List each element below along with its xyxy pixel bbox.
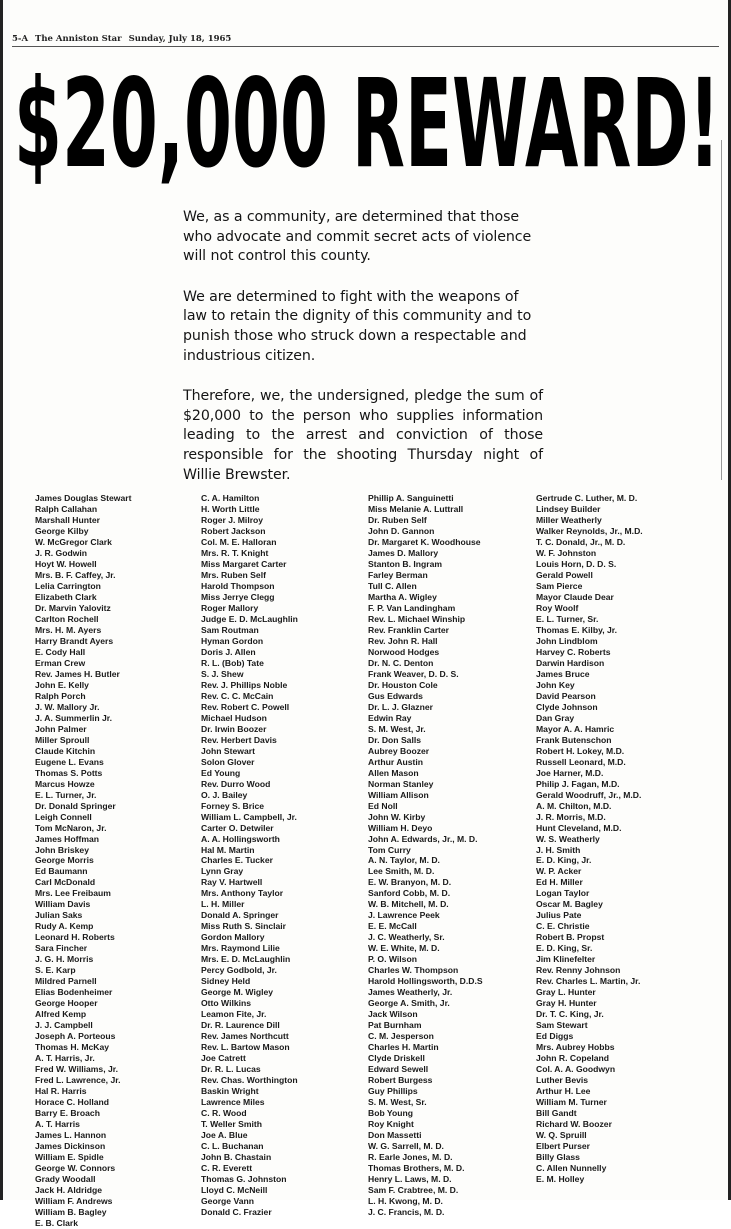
signer-name: S. M. West, Sr. bbox=[368, 1097, 427, 1108]
signer-name: Ed Diggs bbox=[536, 1031, 574, 1042]
page-edge-left bbox=[0, 0, 3, 1200]
signer-name: A. M. Chilton, M.D. bbox=[536, 800, 612, 811]
signer-name: Thomas S. Potts bbox=[35, 767, 103, 778]
signer-name: Roger J. Milroy bbox=[201, 514, 264, 525]
signer-name: Ed Baumann bbox=[35, 866, 88, 877]
signer-name: Gray L. Hunter bbox=[536, 987, 596, 998]
signer-name: James D. Mallory bbox=[368, 547, 439, 558]
signers-column-2 bbox=[201, 493, 351, 1218]
signer-name: Dr. Irwin Boozer bbox=[201, 723, 267, 734]
signer-name: Sam Stewart bbox=[536, 1020, 588, 1031]
signer-name: Logan Taylor bbox=[536, 888, 590, 899]
signer-name: James Bruce bbox=[536, 668, 590, 679]
signer-name: Rev. Renny Johnson bbox=[536, 965, 621, 976]
signer-name: James Weatherly, Jr. bbox=[368, 987, 453, 998]
signer-name: Barry E. Broach bbox=[35, 1108, 100, 1119]
signer-name: Lynn Gray bbox=[201, 866, 244, 877]
signer-name: A. N. Taylor, M. D. bbox=[368, 855, 440, 866]
signer-name: Bill Gandt bbox=[536, 1108, 577, 1119]
signer-name: James Hoffman bbox=[35, 833, 99, 844]
signer-name: Walker Reynolds, Jr., M.D. bbox=[536, 525, 643, 536]
signer-name: William B. Bagley bbox=[35, 1206, 107, 1217]
signer-name: Mildred Parnell bbox=[35, 976, 97, 987]
masthead-rule bbox=[12, 46, 719, 47]
signer-name: Martha A. Wigley bbox=[368, 591, 437, 602]
signer-name: Robert B. Propst bbox=[536, 932, 605, 943]
signer-name: Leonard H. Roberts bbox=[35, 932, 115, 943]
signer-name: Rev. Durro Wood bbox=[201, 778, 271, 789]
signer-name: George M. Wigley bbox=[201, 987, 274, 998]
signer-name: J. A. Summerlin Jr. bbox=[35, 712, 113, 723]
signer-name: Hunt Cleveland, M.D. bbox=[536, 822, 622, 833]
signer-name: Dan Gray bbox=[536, 712, 575, 723]
signer-name: Dr. T. C. King, Jr. bbox=[536, 1009, 604, 1020]
signer-name: Thomas E. Kilby, Jr. bbox=[536, 624, 618, 635]
signer-name: Elias Bodenheimer bbox=[35, 987, 113, 998]
signer-name: Pat Burnham bbox=[368, 1020, 422, 1031]
signer-name: Julius Pate bbox=[536, 910, 582, 921]
signer-name: W. McGregor Clark bbox=[35, 536, 112, 547]
statement bbox=[183, 208, 543, 506]
signer-name: E. L. Turner, Jr. bbox=[35, 789, 97, 800]
signer-name: George Vann bbox=[201, 1196, 255, 1206]
signer-name: Rev. John R. Hall bbox=[368, 635, 438, 646]
signer-name: John Palmer bbox=[35, 723, 87, 734]
signer-name: Oscar M. Bagley bbox=[536, 899, 603, 910]
signer-name: Louis Horn, D. D. S. bbox=[536, 558, 617, 569]
signer-name: E. E. McCall bbox=[368, 921, 417, 932]
signer-name: S. E. Karp bbox=[35, 965, 76, 976]
signer-name: Bob Young bbox=[368, 1108, 414, 1119]
signer-name: Tom Curry bbox=[368, 844, 411, 855]
signer-name: Percy Godbold, Jr. bbox=[201, 965, 277, 976]
signer-name: J. Lawrence Peek bbox=[368, 910, 440, 921]
signer-name: Mrs. H. M. Ayers bbox=[35, 624, 102, 635]
signer-name: Dr. Marvin Yalovitz bbox=[35, 602, 111, 613]
signer-name: Harvey C. Roberts bbox=[536, 646, 611, 657]
signer-name: Harold Hollingsworth, D.D.S bbox=[368, 976, 483, 987]
signer-name: Carlton Rochell bbox=[35, 613, 99, 624]
signer-name: Col. A. A. Goodwyn bbox=[536, 1064, 616, 1075]
signer-name: Miller Weatherly bbox=[536, 514, 602, 525]
signer-name: Frank Weaver, D. D. S. bbox=[368, 668, 459, 679]
signer-name: T. C. Donald, Jr., M. D. bbox=[536, 536, 626, 547]
signer-name: Thomas H. McKay bbox=[35, 1042, 110, 1053]
signer-name: Richard W. Boozer bbox=[536, 1119, 612, 1130]
signer-name: Rudy A. Kemp bbox=[35, 921, 94, 932]
signer-name: Russell Leonard, M.D. bbox=[536, 756, 626, 767]
signer-name: Joseph A. Porteous bbox=[35, 1031, 116, 1042]
signer-name: Dr. Houston Cole bbox=[368, 679, 438, 690]
signer-name: George W. Connors bbox=[35, 1163, 116, 1174]
signer-name: Thomas Brothers, M. D. bbox=[368, 1163, 465, 1174]
signer-name: R. Earle Jones, M. D. bbox=[368, 1152, 453, 1163]
signer-name: Hoyt W. Howell bbox=[35, 558, 97, 569]
statement-paragraph-3: Therefore, we, the undersigned, pledge the sum of $20,000 to the person who supplies information leading to the arrest and conviction of those responsible for the shooting Thursday night of Willie Brewster. bbox=[183, 388, 543, 483]
signer-name: E. D. King, Sr. bbox=[536, 943, 593, 954]
signer-name: Harry Brandt Ayers bbox=[35, 635, 114, 646]
signer-name: John R. Copeland bbox=[536, 1053, 610, 1064]
signer-name: Mrs. B. F. Caffey, Jr. bbox=[35, 569, 116, 580]
fold-line bbox=[721, 140, 722, 480]
signer-name: Judge E. D. McLaughlin bbox=[201, 613, 298, 624]
signer-name: William L. Campbell, Jr. bbox=[201, 811, 297, 822]
signer-name: Dr. L. J. Glazner bbox=[368, 701, 433, 712]
signer-name: Allen Mason bbox=[368, 767, 419, 778]
signer-name: E. D. King, Jr. bbox=[536, 855, 592, 866]
signer-name: J. C. Weatherly, Sr. bbox=[368, 932, 445, 943]
signer-name: Thomas G. Johnston bbox=[201, 1174, 287, 1185]
signer-name: J. W. Mallory Jr. bbox=[35, 701, 100, 712]
signer-name: Luther Bevis bbox=[536, 1075, 589, 1086]
signer-name: Horace C. Holland bbox=[35, 1097, 110, 1108]
signer-name: Frank Butenschon bbox=[536, 734, 612, 745]
statement-paragraph-1: We, as a community, are determined that those who advocate and commit secret acts of violence will not control this county. bbox=[183, 209, 532, 265]
signer-name: Miss Margaret Carter bbox=[201, 558, 287, 569]
signer-name: Joe A. Blue bbox=[201, 1130, 248, 1141]
signers-column-1 bbox=[35, 493, 185, 1229]
signer-name: Lawrence Miles bbox=[201, 1097, 265, 1108]
signer-name: Mrs. Raymond Lilie bbox=[201, 943, 280, 954]
signer-name: Lindsey Builder bbox=[536, 503, 601, 514]
signer-name: Dr. Margaret K. Woodhouse bbox=[368, 536, 481, 547]
signer-name: Robert Jackson bbox=[201, 525, 266, 536]
signer-name: Arthur Austin bbox=[368, 756, 424, 767]
signer-name: Guy Phillips bbox=[368, 1086, 418, 1097]
headline-text: $20,000 REWARD! bbox=[14, 53, 720, 195]
signer-name: Hal R. Harris bbox=[35, 1086, 87, 1097]
signer-name: Alfred Kemp bbox=[35, 1009, 87, 1020]
signer-name: Tull C. Allen bbox=[368, 580, 417, 591]
signer-name: Farley Berman bbox=[368, 569, 428, 580]
signer-name: Norwood Hodges bbox=[368, 646, 440, 657]
signer-name: Charles H. Martin bbox=[368, 1042, 439, 1053]
signer-name: John Briskey bbox=[35, 844, 89, 855]
signer-name: Elizabeth Clark bbox=[35, 591, 97, 602]
signer-name: Gerald Powell bbox=[536, 569, 593, 580]
issue-date: Sunday, July 18, 1965 bbox=[128, 34, 232, 44]
signer-name: S. M. West, Jr. bbox=[368, 723, 426, 734]
signer-name: C. Allen Nunnelly bbox=[536, 1163, 607, 1174]
signer-name: Hyman Gordon bbox=[201, 635, 264, 646]
signer-name: Michael Hudson bbox=[201, 712, 267, 723]
signer-name: Julian Saks bbox=[35, 910, 83, 921]
signer-name: C. A. Hamilton bbox=[201, 493, 260, 503]
signer-name: Mrs. E. D. McLaughlin bbox=[201, 954, 291, 965]
signer-name: O. J. Bailey bbox=[201, 789, 248, 800]
signer-name: E. Cody Hall bbox=[35, 646, 86, 657]
signer-name: Lee Smith, M. D. bbox=[368, 866, 435, 877]
signer-name: George Kilby bbox=[35, 525, 89, 536]
headline-svg bbox=[14, 53, 724, 195]
signer-name: James Douglas Stewart bbox=[35, 493, 132, 503]
signer-name: John Stewart bbox=[201, 745, 255, 756]
signer-name: Donald C. Frazier bbox=[201, 1206, 272, 1217]
signer-name: Sanford Cobb, M. D. bbox=[368, 888, 451, 899]
signer-name: Rev. J. Phillips Noble bbox=[201, 679, 288, 690]
signer-name: H. Worth Little bbox=[201, 503, 260, 514]
signer-name: Jim Klinefelter bbox=[536, 954, 596, 965]
signer-name: Rev. Charles L. Martin, Jr. bbox=[536, 976, 641, 987]
signer-name: Joe Catrett bbox=[201, 1053, 246, 1064]
signer-name: Rev. L. Michael Winship bbox=[368, 613, 466, 624]
signer-name: A. A. Hollingsworth bbox=[201, 833, 280, 844]
signer-name: Mayor A. A. Hamric bbox=[536, 723, 615, 734]
signer-name: W. B. Mitchell, M. D. bbox=[368, 899, 449, 910]
signer-name: Mrs. R. T. Knight bbox=[201, 547, 269, 558]
signer-name: Hal M. Martin bbox=[201, 844, 255, 855]
signer-name: George A. Smith, Jr. bbox=[368, 998, 450, 1009]
signer-name: Eugene L. Evans bbox=[35, 756, 104, 767]
signer-name: J. J. Campbell bbox=[35, 1020, 93, 1031]
newspaper-name: The Anniston Star bbox=[35, 34, 122, 44]
signer-name: Clyde Johnson bbox=[536, 701, 598, 712]
signer-name: Norman Stanley bbox=[368, 778, 434, 789]
signer-name: Claude Kitchin bbox=[35, 745, 96, 756]
signer-name: John Key bbox=[536, 679, 575, 690]
signer-name: W. P. Acker bbox=[536, 866, 582, 877]
signer-name: Dr. R. Laurence Dill bbox=[201, 1020, 280, 1031]
signer-name: Miss Ruth S. Sinclair bbox=[201, 921, 287, 932]
signer-name: Clyde Driskell bbox=[368, 1053, 425, 1064]
signer-name: J. G. H. Morris bbox=[35, 954, 94, 965]
signer-name: Edward Sewell bbox=[368, 1064, 429, 1075]
statement-paragraph-2: We are determined to fight with the weapons of law to retain the dignity of this community and to punish those who struck down a respectable and industrious citizen. bbox=[183, 288, 532, 364]
signer-name: Elbert Purser bbox=[536, 1141, 590, 1152]
signer-name: John E. Kelly bbox=[35, 679, 89, 690]
signer-name: Rev. James Northcutt bbox=[201, 1031, 289, 1042]
signer-name: W. E. White, M. D. bbox=[368, 943, 440, 954]
signer-name: Mrs. Aubrey Hobbs bbox=[536, 1042, 615, 1053]
signer-name: E. L. Turner, Sr. bbox=[536, 613, 599, 624]
signer-name: Sam Pierce bbox=[536, 580, 583, 591]
signer-name: Edwin Ray bbox=[368, 712, 412, 723]
signer-name: S. J. Shew bbox=[201, 668, 244, 679]
signer-name: Erman Crew bbox=[35, 657, 86, 668]
signer-name: Charles E. Tucker bbox=[201, 855, 273, 866]
signer-name: W. S. Weatherly bbox=[536, 833, 600, 844]
signer-name: James L. Hannon bbox=[35, 1130, 107, 1141]
signer-name: Baskin Wright bbox=[201, 1086, 259, 1097]
signer-name: Leamon Fite, Jr. bbox=[201, 1009, 267, 1020]
signer-name: Carl McDonald bbox=[35, 877, 96, 888]
signer-name: William Davis bbox=[35, 899, 91, 910]
signer-name: Ray V. Hartwell bbox=[201, 877, 263, 888]
signer-name: Lloyd C. McNeill bbox=[201, 1185, 268, 1196]
signer-name: R. L. (Bob) Tate bbox=[201, 657, 264, 668]
signer-name: Ed Noll bbox=[368, 800, 398, 811]
signer-name: Gordon Mallory bbox=[201, 932, 265, 943]
signer-name: Fred L. Lawrence, Jr. bbox=[35, 1075, 121, 1086]
signer-name: David Pearson bbox=[536, 690, 596, 701]
signer-name: Harold Thompson bbox=[201, 580, 275, 591]
signer-name: Phillip A. Sanguinetti bbox=[368, 493, 454, 503]
signer-name: Leigh Connell bbox=[35, 811, 92, 822]
signer-name: Miss Jerrye Clegg bbox=[201, 591, 275, 602]
signer-name: Carter O. Detwiler bbox=[201, 822, 274, 833]
signer-name: Marshall Hunter bbox=[35, 514, 100, 525]
signer-name: A. T. Harris bbox=[35, 1119, 80, 1130]
signer-name: P. O. Wilson bbox=[368, 954, 417, 965]
signer-name: Jack H. Aldridge bbox=[35, 1185, 103, 1196]
signer-name: Rev. Robert C. Powell bbox=[201, 701, 290, 712]
signer-name: W. G. Sarrell, M. D. bbox=[368, 1141, 444, 1152]
signer-name: Ralph Porch bbox=[35, 690, 86, 701]
signer-name: Marcus Howze bbox=[35, 778, 95, 789]
signer-name: E. B. Clark bbox=[35, 1217, 78, 1228]
signers-column-4 bbox=[536, 493, 696, 1185]
page-number: 5-A bbox=[12, 34, 29, 44]
signer-name: Miss Melanie A. Luttrall bbox=[368, 503, 464, 514]
signer-name: Forney S. Brice bbox=[201, 800, 265, 811]
signer-name: A. T. Harris, Jr. bbox=[35, 1053, 95, 1064]
signer-name: W. Q. Spruill bbox=[536, 1130, 587, 1141]
signer-name: Stanton B. Ingram bbox=[368, 558, 443, 569]
signer-name: Sam F. Crabtree, M. D. bbox=[368, 1185, 459, 1196]
signer-name: C. E. Christie bbox=[536, 921, 590, 932]
signer-name: James Dickinson bbox=[35, 1141, 106, 1152]
signer-name: Rev. L. Bartow Mason bbox=[201, 1042, 290, 1053]
signer-name: John W. Kirby bbox=[368, 811, 426, 822]
signer-name: C. R. Everett bbox=[201, 1163, 253, 1174]
signer-name: Dr. N. C. Denton bbox=[368, 657, 434, 668]
signer-name: Dr. Ruben Self bbox=[368, 514, 427, 525]
signer-name: Henry L. Laws, M. D. bbox=[368, 1174, 452, 1185]
signer-name: Don Massetti bbox=[368, 1130, 422, 1141]
signer-name: Sidney Held bbox=[201, 976, 251, 987]
headline bbox=[14, 53, 724, 195]
signer-name: Roy Woolf bbox=[536, 602, 579, 613]
signer-name: Joe Harner, M.D. bbox=[536, 767, 604, 778]
signer-name: C. M. Jesperson bbox=[368, 1031, 434, 1042]
masthead-line bbox=[12, 34, 235, 44]
signer-name: Fred W. Williams, Jr. bbox=[35, 1064, 119, 1075]
signer-name: L. H. Kwong, M. D. bbox=[368, 1196, 443, 1206]
signer-name: Grady Woodall bbox=[35, 1174, 96, 1185]
signers-column-3 bbox=[368, 493, 523, 1218]
signer-name: William E. Spidle bbox=[35, 1152, 104, 1163]
signer-name: C. L. Buchanan bbox=[201, 1141, 264, 1152]
signer-name: George Hooper bbox=[35, 998, 98, 1009]
signer-name: W. F. Johnston bbox=[536, 547, 597, 558]
signer-name: Mrs. Anthony Taylor bbox=[201, 888, 284, 899]
signer-name: John B. Chastain bbox=[201, 1152, 272, 1163]
signer-name: Lelia Carrington bbox=[35, 580, 101, 591]
signer-name: Rev. Franklin Carter bbox=[368, 624, 450, 635]
signer-name: William H. Deyo bbox=[368, 822, 433, 833]
signer-name: Rev. Chas. Worthington bbox=[201, 1075, 298, 1086]
signer-name: Roger Mallory bbox=[201, 602, 259, 613]
signer-name: Miller Sproull bbox=[35, 734, 90, 745]
signer-name: F. P. Van Landingham bbox=[368, 602, 456, 613]
signer-name: J. H. Smith bbox=[536, 844, 581, 855]
signer-name: E. M. Holley bbox=[536, 1174, 585, 1185]
signer-name: William F. Andrews bbox=[35, 1196, 113, 1206]
signer-name: E. W. Branyon, M. D. bbox=[368, 877, 452, 888]
signer-name: Rev. C. C. McCain bbox=[201, 690, 274, 701]
signer-name: Gray H. Hunter bbox=[536, 998, 597, 1009]
signer-name: Ed H. Miller bbox=[536, 877, 583, 888]
signer-name: Gertrude C. Luther, M. D. bbox=[536, 493, 638, 503]
signer-name: L. H. Miller bbox=[201, 899, 245, 910]
signer-name: Mayor Claude Dear bbox=[536, 591, 614, 602]
signer-name: Philip J. Fagan, M.D. bbox=[536, 778, 620, 789]
signer-name: Arthur H. Lee bbox=[536, 1086, 591, 1097]
signer-name: Gerald Woodruff, Jr., M.D. bbox=[536, 789, 642, 800]
signer-name: Gus Edwards bbox=[368, 690, 423, 701]
signer-name: Billy Glass bbox=[536, 1152, 580, 1163]
signer-name: J. R. Godwin bbox=[35, 547, 88, 558]
signer-name: Doris J. Allen bbox=[201, 646, 256, 657]
signer-name: Robert H. Lokey, M.D. bbox=[536, 745, 625, 756]
signer-name: John D. Gannon bbox=[368, 525, 435, 536]
signer-name: Rev. James H. Butler bbox=[35, 668, 120, 679]
signer-name: George Morris bbox=[35, 855, 94, 866]
signer-name: Dr. Don Salls bbox=[368, 734, 422, 745]
signer-name: John Lindblom bbox=[536, 635, 598, 646]
signer-name: Dr. R. L. Lucas bbox=[201, 1064, 261, 1075]
signer-name: Solon Glover bbox=[201, 756, 255, 767]
signer-name: Aubrey Boozer bbox=[368, 745, 430, 756]
signer-name: Otto Wilkins bbox=[201, 998, 252, 1009]
signer-name: T. Weller Smith bbox=[201, 1119, 262, 1130]
signer-name: Robert Burgess bbox=[368, 1075, 433, 1086]
signer-name: William Allison bbox=[368, 789, 429, 800]
signer-name: Donald A. Springer bbox=[201, 910, 279, 921]
signer-name: Ralph Callahan bbox=[35, 503, 98, 514]
signer-name: Sara Fincher bbox=[35, 943, 88, 954]
signer-name: J. R. Morris, M.D. bbox=[536, 811, 606, 822]
signer-name: Jack Wilson bbox=[368, 1009, 418, 1020]
signer-name: C. R. Wood bbox=[201, 1108, 247, 1119]
signer-name: Sam Routman bbox=[201, 624, 259, 635]
signer-name: Rev. Herbert Davis bbox=[201, 734, 277, 745]
signer-name: Charles W. Thompson bbox=[368, 965, 459, 976]
signer-name: Mrs. Ruben Self bbox=[201, 569, 266, 580]
signer-name: Mrs. Lee Freibaum bbox=[35, 888, 111, 899]
signer-name: Roy Knight bbox=[368, 1119, 414, 1130]
signer-name: John A. Edwards, Jr., M. D. bbox=[368, 833, 478, 844]
signer-name: Darwin Hardison bbox=[536, 657, 605, 668]
signer-name: Ed Young bbox=[201, 767, 241, 778]
signer-name: Dr. Donald Springer bbox=[35, 800, 116, 811]
signer-name: J. C. Francis, M. D. bbox=[368, 1206, 445, 1217]
signer-name: William M. Turner bbox=[536, 1097, 607, 1108]
signer-name: Col. M. E. Halloran bbox=[201, 536, 277, 547]
signer-name: Tom McNaron, Jr. bbox=[35, 822, 107, 833]
